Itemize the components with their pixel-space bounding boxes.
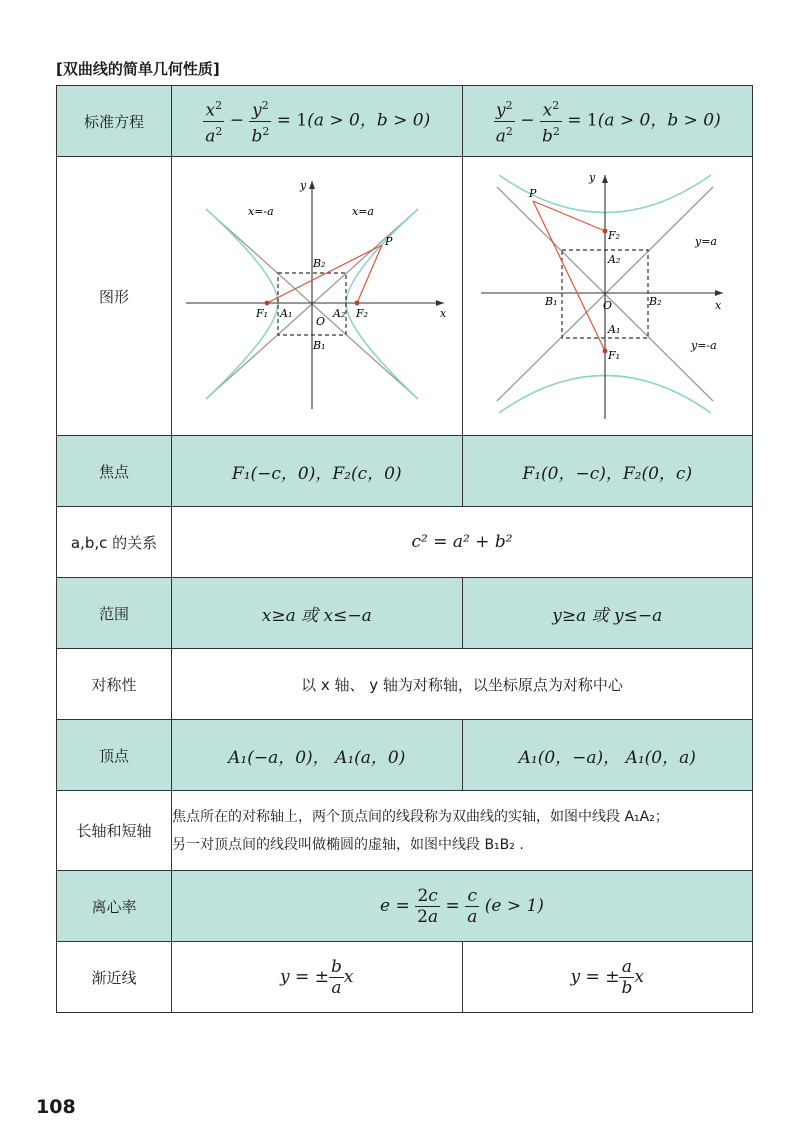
range-vertical: y≥a 或 y≤−a — [462, 578, 753, 649]
range-horizontal: x≥a 或 x≤−a — [172, 578, 463, 649]
vertices-horizontal: A₁(−a，0)， A₁(a，0) — [172, 720, 463, 791]
row-label-equation: 标准方程 — [57, 86, 172, 157]
equation-horizontal: $\frac{x^2}{a^2}$ − $\frac{y^2}{b^2}$ = 1(a > 0，b > 0) — [172, 86, 463, 157]
abc-relation: c² = a² + b² — [172, 507, 753, 578]
equation-condition-left: (a > 0，b > 0) — [307, 110, 431, 131]
graph-vertical-cell — [462, 157, 753, 436]
label-B1-right: B₁ — [544, 295, 557, 308]
graph-horizontal-hyperbola — [172, 157, 468, 431]
label-A2-right: A₂ — [607, 253, 620, 266]
asymptote-horizontal: y = ± $\frac{b}{a}$ x — [172, 942, 463, 1013]
row-label-foci: 焦点 — [57, 436, 172, 507]
label-F1: F₁ — [256, 307, 269, 320]
label-y-axis: y — [300, 179, 307, 192]
label-P-right: P — [528, 187, 536, 200]
label-F1-right: F₁ — [607, 349, 620, 362]
row-label-symmetry: 对称性 — [57, 649, 172, 720]
row-eccentricity — [57, 871, 753, 942]
row-label-vertices: 顶点 — [57, 720, 172, 791]
row-equation — [57, 86, 753, 157]
row-label-abc: a,b,c 的关系 — [57, 507, 172, 578]
label-A2: A₂ — [333, 307, 346, 320]
equation-condition-right: (a > 0，b > 0) — [597, 110, 721, 131]
section-title: [双曲线的简单几何性质] — [56, 60, 220, 78]
symmetry-text: 以 x 轴、 y 轴为对称轴，以坐标原点为对称中心 — [172, 649, 753, 720]
label-B1: B₁ — [313, 339, 326, 352]
row-label-range: 范围 — [57, 578, 172, 649]
label-A1: A₁ — [280, 307, 293, 320]
label-x-axis-right: x — [714, 299, 721, 312]
eccentricity-formula: e = $\frac{2c}{2a}$ = $\frac{c}{a}$ (e > 1) — [172, 871, 753, 942]
label-F2-right: F₂ — [607, 229, 620, 242]
row-abc — [57, 507, 753, 578]
eccentricity-condition: (e > 1) — [484, 895, 544, 916]
row-label-axes: 长轴和短轴 — [57, 791, 172, 871]
row-symmetry — [57, 649, 753, 720]
equation-vertical: $\frac{y^2}{a^2}$ − $\frac{x^2}{b^2}$ = 1(a > 0，b > 0) — [462, 86, 753, 157]
row-graph — [57, 157, 753, 436]
row-label-eccentricity: 离心率 — [57, 871, 172, 942]
page-number: 108 — [36, 1096, 76, 1118]
label-y-axis-right: y — [588, 171, 595, 184]
label-B2-right: B₂ — [648, 295, 661, 308]
label-x-a: x=a — [352, 205, 374, 218]
foci-vertical: F₁(0，−c)，F₂(0，c) — [462, 436, 753, 507]
row-label-graph: 图形 — [57, 157, 172, 436]
axes-text-line1: 焦点所在的对称轴上，两个顶点间的线段称为双曲线的实轴，如图中线段 A₁A₂； — [172, 808, 669, 825]
row-axes — [57, 791, 753, 871]
axes-text-line2: 另一对顶点间的线段叫做椭圆的虚轴，如图中线段 B₁B₂ . — [172, 836, 524, 853]
label-x-axis: x — [440, 307, 447, 320]
label-O: O — [316, 315, 326, 328]
label-B2: B₂ — [313, 257, 326, 270]
label-P: P — [385, 235, 393, 248]
axes-text — [172, 791, 753, 871]
properties-table — [56, 85, 753, 1013]
row-label-asymptote: 渐近线 — [57, 942, 172, 1013]
label-F2: F₂ — [356, 307, 369, 320]
row-foci — [57, 436, 753, 507]
row-range — [57, 578, 753, 649]
label-x-neg-a: x=-a — [248, 205, 274, 218]
label-y-a: y=a — [694, 235, 717, 248]
row-asymptote — [57, 942, 753, 1013]
asymptote-vertical: y = ± $\frac{a}{b}$ x — [462, 942, 753, 1013]
row-vertices — [57, 720, 753, 791]
foci-horizontal: F₁(−c，0)，F₂(c，0) — [172, 436, 463, 507]
label-O-right: O — [602, 299, 612, 312]
graph-vertical-hyperbola — [463, 157, 746, 431]
label-A1-right: A₁ — [607, 323, 620, 336]
label-y-neg-a: y=-a — [690, 339, 717, 352]
graph-horizontal-cell — [172, 157, 463, 436]
vertices-vertical: A₁(0，−a)， A₁(0，a) — [462, 720, 753, 791]
